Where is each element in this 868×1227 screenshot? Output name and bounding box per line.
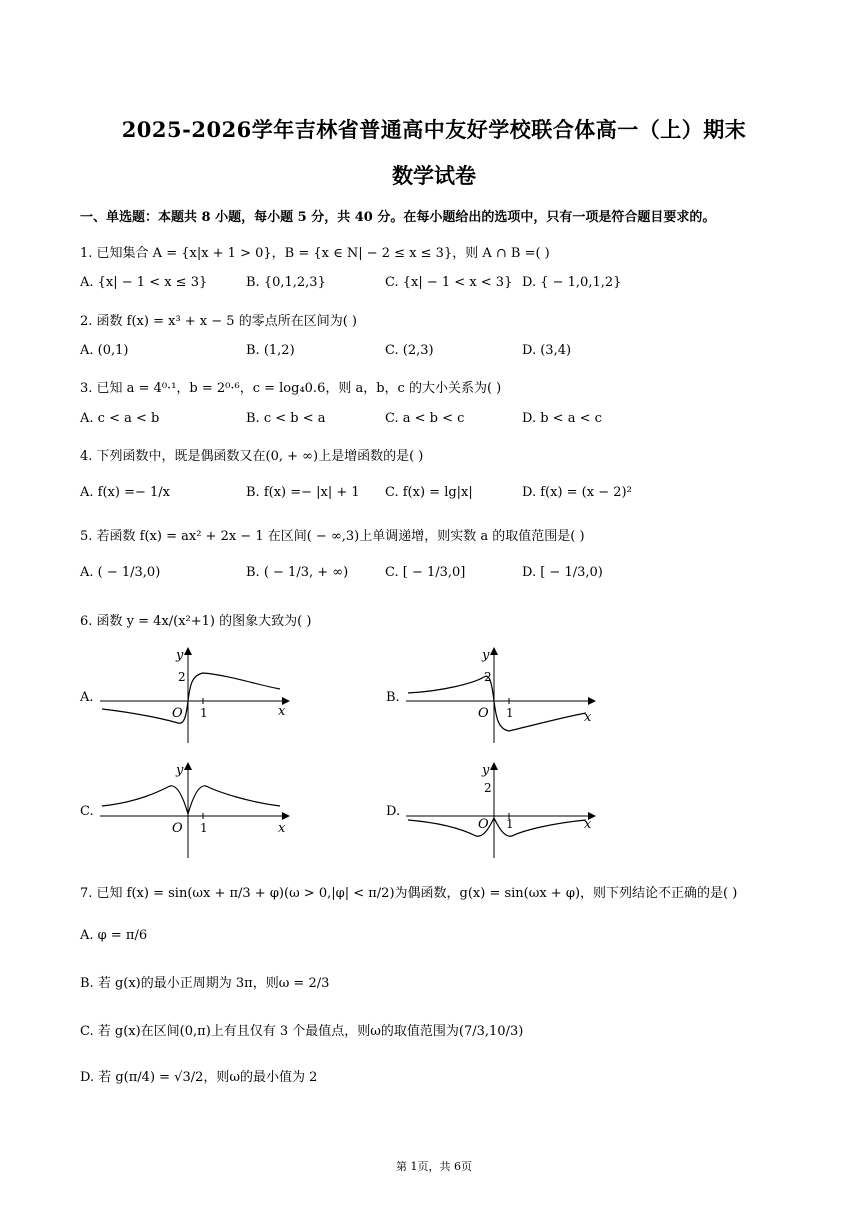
q3-option-a: A. c < a < b xyxy=(80,411,160,426)
graph-c xyxy=(98,760,298,860)
q7-option-b: B. 若 g(x)的最小正周期为 3π，则ω = 2/3 xyxy=(80,976,330,991)
graph-c-origin: O xyxy=(172,821,183,836)
q1-option-b: B. {0,1,2,3} xyxy=(246,275,326,290)
q4-option-a: A. f(x) =− 1/x xyxy=(80,485,170,500)
graph-d-x-label: x xyxy=(584,817,592,832)
graph-a-one: 1 xyxy=(200,706,208,720)
q5-option-c: C. [ − 1/3,0] xyxy=(385,565,466,580)
q3-option-c: C. a < b < c xyxy=(385,411,465,426)
q1-option-d: D. { − 1,0,1,2} xyxy=(522,275,622,290)
question-2-stem: 2. 函数 f(x) = x³ + x − 5 的零点所在区间为( ) xyxy=(80,314,357,329)
graph-c-y-label: y xyxy=(176,763,184,778)
q6-option-b: B. xyxy=(386,690,400,705)
q2-option-b: B. (1,2) xyxy=(246,343,295,358)
graph-a-origin: O xyxy=(172,706,183,721)
q5-option-b: B. ( − 1/3, + ∞) xyxy=(246,565,349,580)
question-3-stem: 3. 已知 a = 4⁰·¹，b = 2⁰·⁶，c = log₄0.6，则 a，b，c 的大小关系为( ) xyxy=(80,381,502,396)
graph-a-y-label: y xyxy=(176,648,184,663)
q2-option-c: C. (2,3) xyxy=(385,343,434,358)
graph-b-origin: O xyxy=(478,706,489,721)
q4-option-d: D. f(x) = (x − 2)² xyxy=(522,485,632,500)
exam-title-line1: 2025-2026学年吉林省普通高中友好学校联合体高一（上）期末 xyxy=(121,117,747,142)
graph-c-x-label: x xyxy=(278,821,286,836)
q5-option-a: A. ( − 1/3,0) xyxy=(80,565,161,580)
q3-option-b: B. c < b < a xyxy=(246,411,326,426)
q6-option-c: C. xyxy=(80,804,94,819)
q4-option-c: C. f(x) = lg|x| xyxy=(385,485,473,500)
exam-title-line2: 数学试卷 xyxy=(392,163,476,188)
graph-a-x-label: x xyxy=(278,704,286,719)
graph-b-x-label: x xyxy=(584,710,592,725)
graph-d-origin: O xyxy=(478,817,489,832)
section-heading: 一、单选题：本题共 8 小题，每小题 5 分，共 40 分。在每小题给出的选项中，只有一项是符合题目要求的。 xyxy=(80,210,716,225)
q1-option-a: A. {x| − 1 < x ≤ 3} xyxy=(80,275,208,290)
graph-c-one: 1 xyxy=(200,821,208,835)
q7-option-c: C. 若 g(x)在区间(0,π)上有且仅有 3 个最值点，则ω的取值范围为(7/3,10/3) xyxy=(80,1024,524,1039)
q7-option-a: A. φ = π/6 xyxy=(80,928,148,943)
q6-option-d: D. xyxy=(386,804,401,819)
question-4-stem: 4. 下列函数中，既是偶函数又在(0, + ∞)上是增函数的是( ) xyxy=(80,449,424,464)
q2-option-a: A. (0,1) xyxy=(80,343,129,358)
q1-option-c: C. {x| − 1 < x < 3} xyxy=(385,275,513,290)
graph-a-two: 2 xyxy=(178,670,186,684)
page-footer: 第 1页，共 6页 xyxy=(396,1160,472,1173)
question-5-stem: 5. 若函数 f(x) = ax² + 2x − 1 在区间( − ∞,3)上单调递增，则实数 a 的取值范围是( ) xyxy=(80,529,585,544)
q2-option-d: D. (3,4) xyxy=(522,343,572,358)
q3-option-d: D. b < a < c xyxy=(522,411,602,426)
graph-b-two: 2 xyxy=(484,670,492,684)
q7-option-d: D. 若 g(π/4) = √3/2，则ω的最小值为 2 xyxy=(80,1070,318,1085)
graph-a xyxy=(98,645,298,745)
graph-b-y-label: y xyxy=(482,648,490,663)
question-7-stem: 7. 已知 f(x) = sin(ωx + π/3 + φ)(ω > 0,|φ| < π/2)为偶函数，g(x) = sin(ωx + φ)，则下列结论不正确的是( ) xyxy=(80,886,738,901)
graph-b xyxy=(404,645,604,745)
question-6-stem: 6. 函数 y = 4x/(x²+1) 的图象大致为( ) xyxy=(80,614,312,629)
q4-option-b: B. f(x) =− |x| + 1 xyxy=(246,485,360,500)
graph-d xyxy=(404,760,604,860)
q6-option-a: A. xyxy=(80,690,94,705)
graph-d-y-label: y xyxy=(482,763,490,778)
question-1-stem: 1. 已知集合 A = {x|x + 1 > 0}，B = {x ∈ N| − 2 ≤ x ≤ 3}，则 A ∩ B =( ) xyxy=(80,246,550,261)
q5-option-d: D. [ − 1/3,0) xyxy=(522,565,603,580)
graph-b-one: 1 xyxy=(506,706,514,720)
graph-d-two: 2 xyxy=(484,781,492,795)
graph-d-one: 1 xyxy=(506,817,514,831)
